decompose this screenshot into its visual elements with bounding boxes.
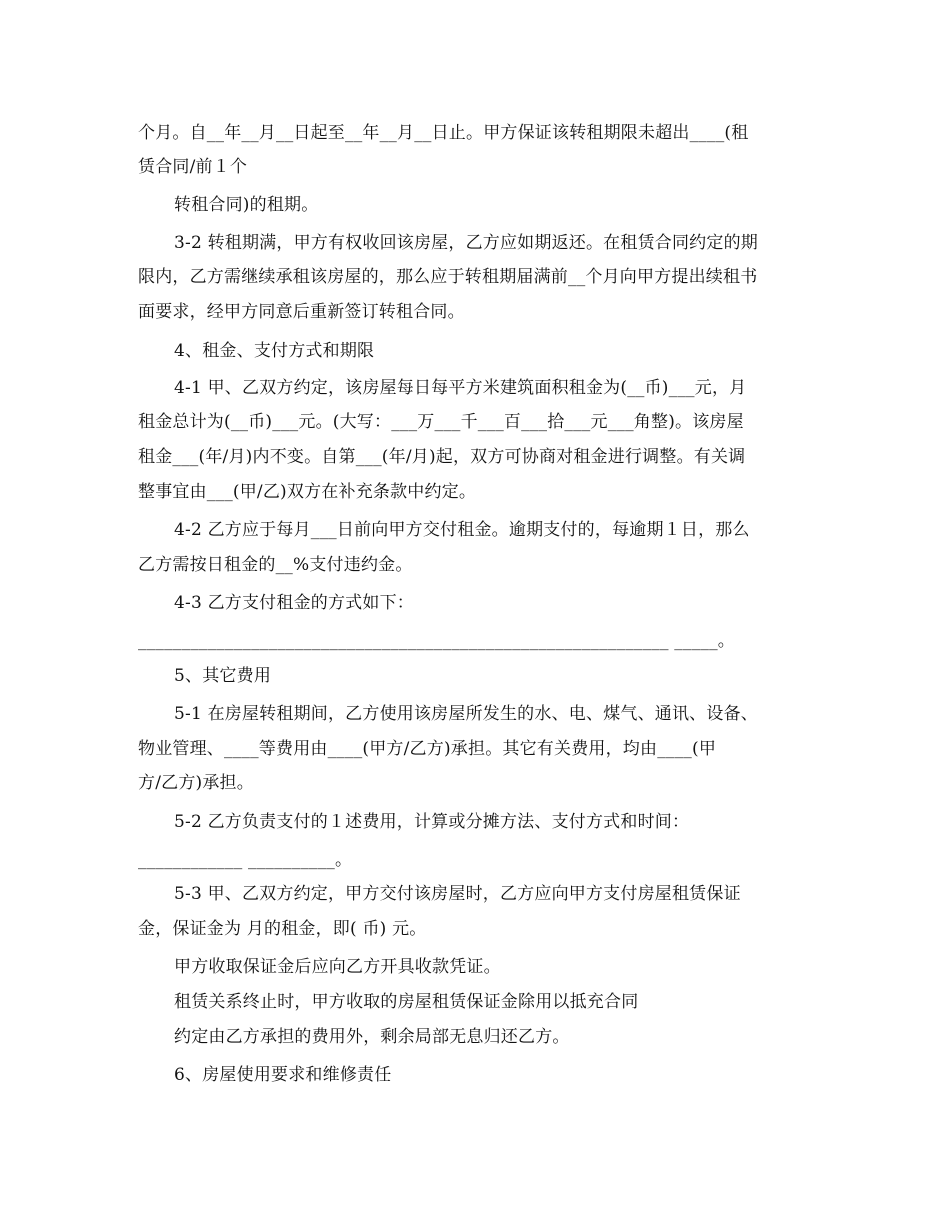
text-line: 限内，乙方需继续承租该房屋的，那么应于转租期届满前__个月向甲方提出续租书 xyxy=(138,267,758,287)
text-line: 约定由乙方承担的费用外，剩余局部无息归还乙方。 xyxy=(174,1027,570,1047)
text-line: 5-2 乙方负责支付的１述费用，计算或分摊方法、支付方式和时间： xyxy=(174,812,690,832)
text-line: 4-3 乙方支付租金的方式如下： xyxy=(174,593,414,613)
text-line: 租金总计为(__币)___元。(大写：___万___千___百___拾___元___角整)。该房屋 xyxy=(138,412,744,432)
blank-fill-line: _____________________________________________________________ _____。 xyxy=(138,631,736,651)
text-line: 物业管理、____等费用由____(甲方/乙方)承担。其它有关费用，均由____(甲 xyxy=(138,739,717,759)
text-line: 赁合同/前１个 xyxy=(138,157,248,177)
text-line: 转租合同)的租期。 xyxy=(174,195,319,215)
text-line: 方/乙方)承担。 xyxy=(138,773,254,793)
text-line: 5-3 甲、乙双方约定，甲方交付该房屋时，乙方应向甲方支付房屋租赁保证 xyxy=(174,884,741,904)
text-line: 面要求，经甲方同意后重新签订转租合同。 xyxy=(138,302,465,322)
text-line: 金，保证金为 月的租金，即( 币) 元。 xyxy=(138,919,427,939)
text-line: 乙方需按日租金的__%支付违约金。 xyxy=(138,555,413,575)
section-heading: 5、其它费用 xyxy=(174,666,272,686)
text-line: 租赁关系终止时，甲方收取的房屋租赁保证金除用以抵充合同 xyxy=(174,992,639,1012)
section-heading: 4、租金、支付方式和期限 xyxy=(174,341,375,361)
text-line: 4-1 甲、乙双方约定，该房屋每日每平方米建筑面积租金为(__币)___元，月 xyxy=(174,378,747,398)
text-line: 个月。自__年__月__日起至__年__月__日止。甲方保证该转租期限未超出____(租 xyxy=(138,123,749,143)
text-line: 租金___(年/月)内不变。自第___(年/月)起，双方可协商对租金进行调整。有关调 xyxy=(138,447,746,467)
text-line: 3-2 转租期满，甲方有权收回该房屋，乙方应如期返还。在租赁合同约定的期 xyxy=(174,233,758,253)
text-line: 5-1 在房屋转租期间，乙方使用该房屋所发生的水、电、煤气、通讯、设备、 xyxy=(174,704,758,724)
text-line: 甲方收取保证金后应向乙方开具收款凭证。 xyxy=(174,957,501,977)
text-line: 4-2 乙方应于每月___日前向甲方交付租金。逾期支付的，每逾期１日，那么 xyxy=(174,520,750,540)
section-heading: 6、房屋使用要求和维修责任 xyxy=(174,1065,392,1085)
text-line: 整事宜由___(甲/乙)双方在补充条款中约定。 xyxy=(138,482,477,502)
blank-fill-line: ____________ __________。 xyxy=(138,850,353,870)
